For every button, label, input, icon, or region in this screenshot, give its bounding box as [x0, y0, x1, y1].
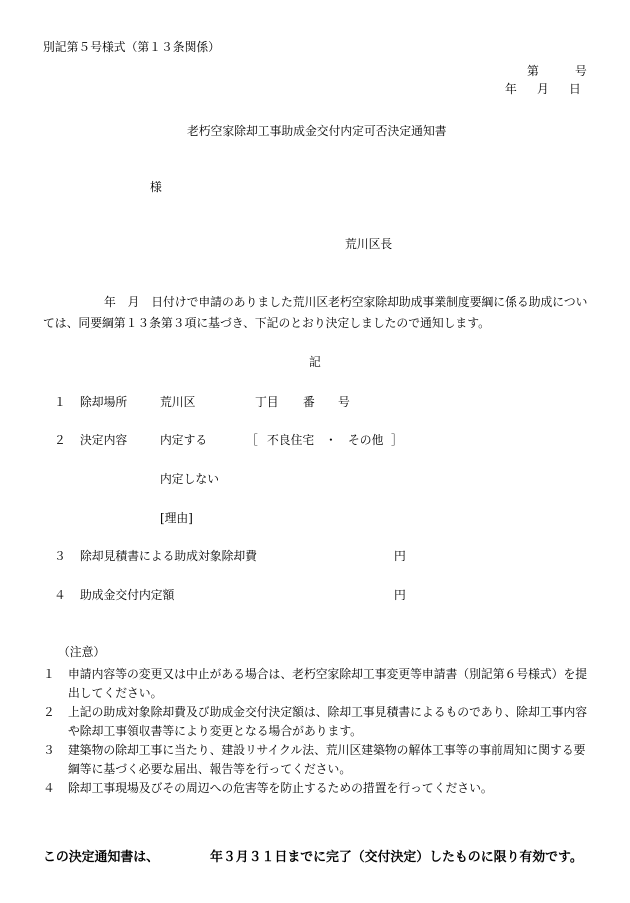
item-number: ２ — [54, 433, 66, 447]
item-label: 助成金交付内定額 — [80, 588, 175, 602]
validity-deadline: 年３月３１日までに完了（交付決定）したものに限り有効です。 — [210, 850, 583, 865]
note-number: １ — [43, 667, 55, 681]
note-number: ４ — [43, 781, 55, 795]
item-number: １ — [54, 395, 66, 409]
location-chome: 丁目 — [255, 395, 279, 409]
body-line: ては、同要綱第１３条第３項に基づき、下記のとおり決定しましたので通知します。 — [43, 316, 490, 330]
note-line: 上記の助成対象除却費及び助成金交付決定額は、除却工事見積書によるものであり、除却工事内容 — [68, 705, 588, 719]
note-item — [43, 665, 603, 703]
doc-number-suffix: 号 — [575, 64, 587, 78]
issuer-name: 荒川区長 — [345, 237, 393, 251]
form-label: 別記第５号様式（第１３条関係） — [43, 40, 220, 54]
note-line: 建築物の除却工事に当たり、建設リサイクル法、荒川区建築物の解体工事等の事前周知に関する要 — [68, 743, 586, 757]
decision-reject: 内定しない — [160, 472, 219, 486]
note-line: 綱等に基づく必要な届出、報告等を行ってください。 — [68, 762, 352, 776]
item-number: ４ — [54, 588, 66, 602]
bracket-close: ］ — [391, 433, 403, 447]
notes-list — [43, 665, 603, 798]
note-line: 申請内容等の変更又は中止がある場合は、老朽空家除却工事変更等申請書（別記第６号様式）を提 — [68, 667, 588, 681]
doc-number-prefix: 第 — [527, 64, 539, 78]
note-line: 出してください。 — [68, 686, 163, 700]
addressee-honorific: 様 — [150, 180, 162, 194]
yen-unit: 円 — [394, 549, 406, 563]
location-go: 号 — [338, 395, 350, 409]
note-item — [43, 703, 603, 741]
item-number: ３ — [54, 549, 66, 563]
location-ban: 番 — [303, 395, 315, 409]
date-year-label: 年 — [505, 82, 517, 96]
note-line: や除却工事領収書等により変更となる場合があります。 — [68, 724, 362, 738]
note-item — [43, 779, 603, 798]
item-grant-amount — [0, 587, 630, 603]
item-location — [0, 394, 630, 410]
decision-reason: [理由] — [160, 511, 193, 525]
bracket-open: ［ — [246, 433, 258, 447]
decision-option-substandard-housing: 不良住宅 — [267, 433, 315, 447]
decision-option-other: その他 — [348, 433, 384, 447]
item-label: 除却見積書による助成対象除却費 — [80, 549, 257, 563]
decision-reject-row — [0, 471, 630, 487]
item-label: 除却場所 — [80, 395, 128, 409]
notes-heading: （注意） — [58, 645, 106, 659]
item-decision — [0, 432, 630, 448]
date-day-label: 日 — [569, 82, 581, 96]
option-separator: ・ — [325, 433, 337, 447]
location-ward: 荒川区 — [160, 395, 196, 409]
date-month-label: 月 — [537, 82, 549, 96]
document-title: 老朽空家除却工事助成金交付内定可否決定通知書 — [187, 124, 447, 138]
ki-heading: 記 — [309, 355, 321, 369]
item-demolition-cost — [0, 548, 630, 564]
yen-unit: 円 — [394, 588, 406, 602]
decision-approve: 内定する — [160, 433, 208, 447]
note-item — [43, 741, 603, 779]
note-number: ２ — [43, 705, 55, 719]
note-line: 除却工事現場及びその周辺への危害等を防止するための措置を行ってください。 — [68, 781, 493, 795]
body-line: 年 月 日付けで申請のありました荒川区老朽空家除却助成事業制度要綱に係る助成につい — [104, 295, 588, 309]
decision-reason-row — [0, 510, 630, 526]
validity-lead: この決定通知書は、 — [43, 850, 160, 865]
item-label: 決定内容 — [80, 433, 128, 447]
note-number: ３ — [43, 743, 55, 757]
